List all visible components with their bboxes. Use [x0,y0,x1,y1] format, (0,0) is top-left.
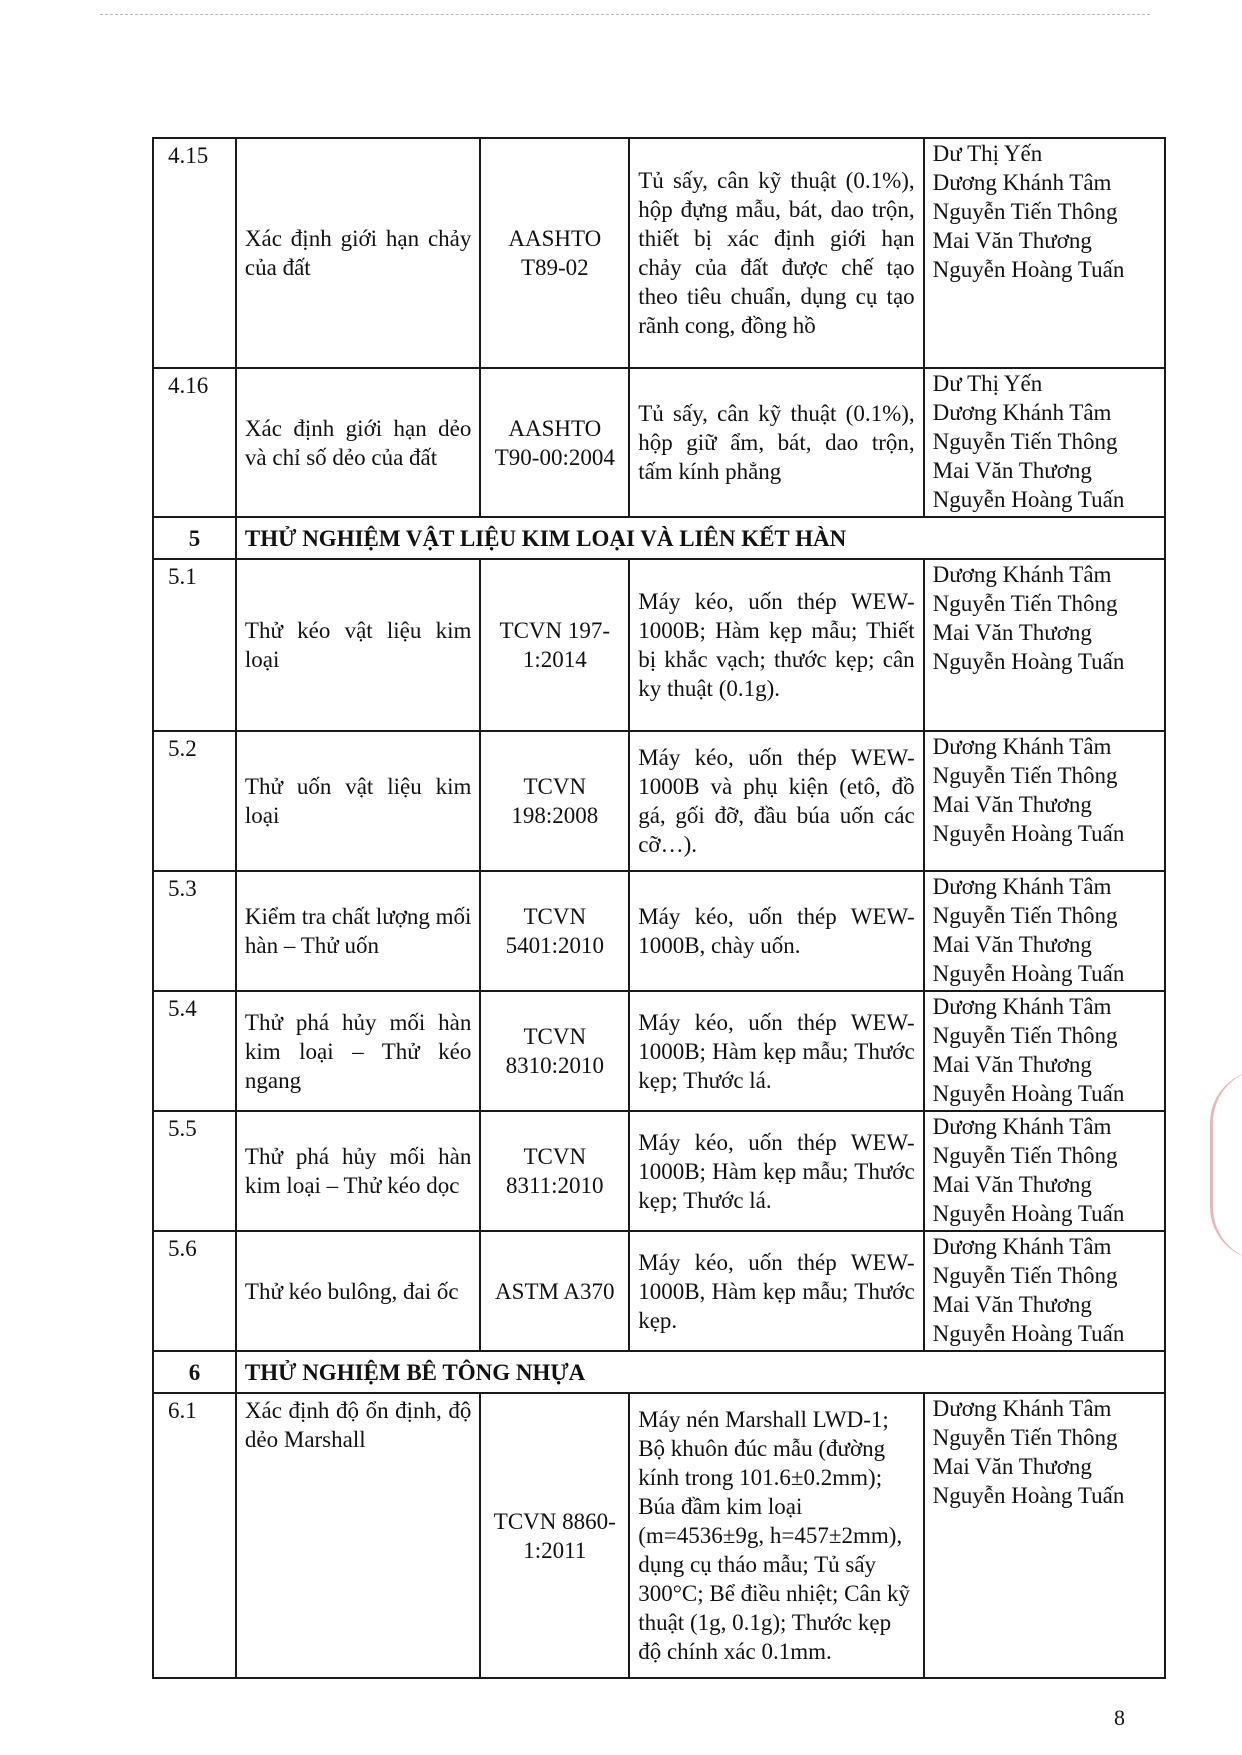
staff-name: Nguyễn Tiến Thông [932,199,1118,224]
test-name: Thử uốn vật liệu kim loại [236,731,480,871]
staff-name: Mai Văn Thương [932,458,1092,483]
row-number: 5.4 [153,991,236,1111]
section-title: THỬ NGHIỆM VẬT LIỆU KIM LOẠI VÀ LIÊN KẾT HÀN [236,517,1165,559]
stamp-fragment [1210,1070,1242,1260]
staff-name: Dương Khánh Tâm [932,1396,1112,1421]
staff-name: Nguyễn Tiến Thông [932,1425,1118,1450]
test-name: Kiểm tra chất lượng mối hàn – Thử uốn [236,871,480,991]
test-standard: AASHTO T89-02 [480,138,629,368]
test-standard: TCVN 5401:2010 [480,871,629,991]
section-title: THỬ NGHIỆM BÊ TÔNG NHỰA [236,1351,1165,1393]
staff-name: Nguyễn Hoàng Tuấn [932,1321,1125,1346]
test-standard: AASHTO T90-00:2004 [480,368,629,517]
staff-name: Dương Khánh Tâm [932,1114,1112,1139]
row-number: 5.3 [153,871,236,991]
staff-name: Dương Khánh Tâm [932,994,1112,1019]
table-row [153,559,1165,731]
staff-name: Dương Khánh Tâm [932,1234,1112,1259]
staff-name: Mai Văn Thương [932,620,1092,645]
staff-name: Nguyễn Tiến Thông [932,1263,1118,1288]
test-name: Thử kéo bulông, đai ốc [236,1231,480,1351]
staff-name: Dư Thị Yến [932,371,1043,396]
test-name: Xác định độ ổn định, độ dẻo Marshall [236,1393,480,1678]
staff-name: Nguyễn Tiến Thông [932,591,1118,616]
test-standard: ASTM A370 [480,1231,629,1351]
table-row [153,871,1165,991]
scan-artifact-line [100,14,1150,16]
test-standard: TCVN 8310:2010 [480,991,629,1111]
test-equipment: Máy kéo, uốn thép WEW-1000B, chày uốn. [629,871,923,991]
section-header-row [153,1351,1165,1393]
staff-name: Nguyễn Tiến Thông [932,1023,1118,1048]
staff-list [924,991,1165,1111]
staff-name: Nguyễn Hoàng Tuấn [932,1201,1125,1226]
table-row [153,991,1165,1111]
staff-name: Dương Khánh Tâm [932,400,1112,425]
staff-list [924,368,1165,517]
staff-list [924,559,1165,731]
table-row [153,1231,1165,1351]
row-number: 5.6 [153,1231,236,1351]
test-equipment: Máy nén Marshall LWD-1; Bộ khuôn đúc mẫu (đường kính trong 101.6±0.2mm); Búa đầm kim loại (m=4536±9g, h=457±2mm), dụng cụ tháo mẫu; Tủ sấy 300°C; Bể điều nhiệt; Cân kỹ thuật (1g, 0.1g); Thước kẹp độ chính xác 0.1mm. [629,1393,923,1678]
staff-name: Nguyễn Hoàng Tuấn [932,961,1125,986]
staff-name: Nguyễn Tiến Thông [932,429,1118,454]
table-row [153,1111,1165,1231]
test-name: Xác định giới hạn chảy của đất [236,138,480,368]
row-number: 5.5 [153,1111,236,1231]
test-equipment: Tủ sấy, cân kỹ thuật (0.1%), hộp đựng mẫu, bát, dao trộn, thiết bị xác định giới hạn chảy của đất được chế tạo theo tiêu chuẩn, dụng cụ tạo rãnh cong, đồng hồ [629,138,923,368]
staff-name: Nguyễn Hoàng Tuấn [932,1081,1125,1106]
test-standard: TCVN 198:2008 [480,731,629,871]
staff-name: Mai Văn Thương [932,1454,1092,1479]
test-standard: TCVN 197-1:2014 [480,559,629,731]
test-standard: TCVN 8311:2010 [480,1111,629,1231]
test-name: Thử phá hủy mối hàn kim loại – Thử kéo ngang [236,991,480,1111]
staff-name: Nguyễn Hoàng Tuấn [932,487,1125,512]
row-number: 5.1 [153,559,236,731]
test-name: Thử phá hủy mối hàn kim loại – Thử kéo dọc [236,1111,480,1231]
staff-name: Dương Khánh Tâm [932,734,1112,759]
test-equipment: Máy kéo, uốn thép WEW-1000B; Hàm kẹp mẫu; Thước kẹp; Thước lá. [629,991,923,1111]
staff-name: Dương Khánh Tâm [932,170,1112,195]
staff-name: Mai Văn Thương [932,1052,1092,1077]
section-header-row [153,517,1165,559]
staff-list [924,731,1165,871]
staff-name: Nguyễn Hoàng Tuấn [932,1483,1125,1508]
section-number: 6 [153,1351,236,1393]
table-row [153,368,1165,517]
row-number: 4.16 [153,368,236,517]
staff-name: Nguyễn Tiến Thông [932,763,1118,788]
table-row [153,138,1165,368]
staff-list [924,1393,1165,1678]
page-number: 8 [1114,1705,1125,1730]
test-equipment: Máy kéo, uốn thép WEW-1000B; Hàm kẹp mẫu; Thước kẹp; Thước lá. [629,1111,923,1231]
test-equipment: Tủ sấy, cân kỹ thuật (0.1%), hộp giữ ẩm, bát, dao trộn, tấm kính phẳng [629,368,923,517]
staff-name: Dư Thị Yến [932,141,1043,166]
table-row [153,1393,1165,1678]
test-name: Thử kéo vật liệu kim loại [236,559,480,731]
test-equipment: Máy kéo, uốn thép WEW-1000B, Hàm kẹp mẫu; Thước kẹp. [629,1231,923,1351]
staff-list [924,1231,1165,1351]
staff-name: Mai Văn Thương [932,1292,1092,1317]
staff-name: Nguyễn Hoàng Tuấn [932,257,1125,282]
test-equipment: Máy kéo, uốn thép WEW-1000B; Hàm kẹp mẫu; Thiết bị khắc vạch; thước kẹp; cân ky thuật (0.1g). [629,559,923,731]
staff-name: Nguyễn Hoàng Tuấn [932,649,1125,674]
staff-list [924,871,1165,991]
staff-name: Nguyễn Tiến Thông [932,903,1118,928]
staff-name: Nguyễn Tiến Thông [932,1143,1118,1168]
row-number: 6.1 [153,1393,236,1678]
staff-name: Nguyễn Hoàng Tuấn [932,821,1125,846]
staff-list [924,138,1165,368]
row-number: 5.2 [153,731,236,871]
test-methods-table [152,137,1166,1679]
staff-name: Mai Văn Thương [932,1172,1092,1197]
staff-list [924,1111,1165,1231]
test-standard: TCVN 8860-1:2011 [480,1393,629,1678]
test-equipment: Máy kéo, uốn thép WEW-1000B và phụ kiện (etô, đồ gá, gối đỡ, đầu búa uốn các cỡ…). [629,731,923,871]
row-number: 4.15 [153,138,236,368]
staff-name: Mai Văn Thương [932,228,1092,253]
table-row [153,731,1165,871]
test-name: Xác định giới hạn dẻo và chỉ số dẻo của đất [236,368,480,517]
staff-name: Mai Văn Thương [932,932,1092,957]
staff-name: Dương Khánh Tâm [932,874,1112,899]
staff-name: Mai Văn Thương [932,792,1092,817]
section-number: 5 [153,517,236,559]
staff-name: Dương Khánh Tâm [932,562,1112,587]
